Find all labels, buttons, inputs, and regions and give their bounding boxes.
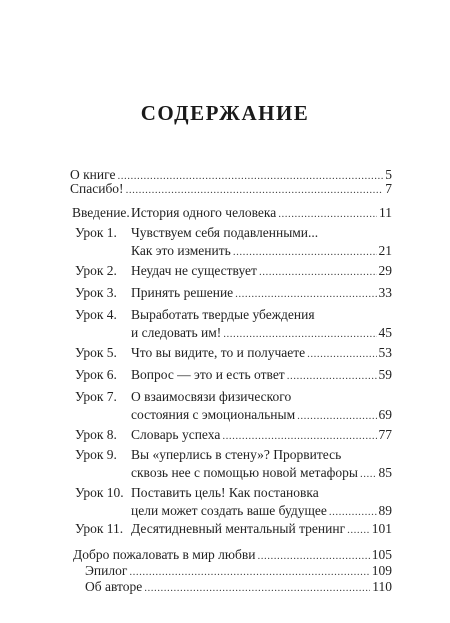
toc-entry[interactable] bbox=[131, 324, 392, 343]
dot-leader bbox=[259, 264, 377, 281]
lesson-label: Урок 3. bbox=[75, 285, 117, 300]
entry-title: Добро пожаловать в мир любви bbox=[73, 547, 256, 562]
page-number: 69 bbox=[378, 407, 392, 422]
page-number: 53 bbox=[378, 345, 392, 360]
page-number: 33 bbox=[378, 285, 392, 300]
dot-leader bbox=[278, 206, 377, 223]
entry-title: Что вы видите, то и получаете bbox=[131, 345, 306, 360]
dot-leader bbox=[329, 504, 377, 521]
page-number: 85 bbox=[378, 465, 392, 480]
page-title: СОДЕРЖАНИЕ bbox=[140, 101, 310, 125]
dot-leader bbox=[347, 522, 370, 539]
dot-leader bbox=[223, 326, 376, 343]
entry-title: Словарь успеха bbox=[131, 427, 221, 442]
page-number: 11 bbox=[379, 205, 392, 220]
page-number: 110 bbox=[372, 579, 392, 594]
page-number: 101 bbox=[371, 521, 392, 536]
toc-entry[interactable] bbox=[131, 426, 392, 445]
intro-label: Введение. bbox=[72, 205, 130, 220]
entry-title: О книге bbox=[70, 167, 116, 182]
entry-title: и следовать им! bbox=[131, 325, 222, 340]
entry-title: Спасибо! bbox=[70, 181, 124, 196]
toc-entry[interactable] bbox=[131, 406, 392, 425]
toc-entry[interactable] bbox=[131, 204, 392, 223]
toc-entry[interactable] bbox=[131, 464, 392, 483]
entry-title: Вопрос — это и есть ответ bbox=[131, 367, 285, 382]
lesson-title-line: Чувствуем себя подавленными... bbox=[131, 225, 319, 240]
lesson-label: Урок 10. bbox=[75, 485, 124, 500]
page-number: 105 bbox=[371, 547, 392, 562]
lesson-label: Урок 9. bbox=[75, 447, 117, 462]
toc-entry[interactable] bbox=[131, 262, 392, 281]
lesson-label: Урок 11. bbox=[75, 521, 124, 536]
page-number: 109 bbox=[371, 563, 392, 578]
entry-title: Об авторе bbox=[85, 579, 143, 594]
lesson-title-line: Вы «уперлись в стену»? Прорвитесь bbox=[131, 447, 342, 462]
entry-title: Как это изменить bbox=[131, 243, 231, 258]
dot-leader bbox=[126, 182, 384, 199]
entry-title: Неудач не существует bbox=[131, 263, 257, 278]
lesson-title-line: О взаимосвязи физического bbox=[131, 389, 292, 404]
lesson-title-line: Поставить цель! Как постановка bbox=[131, 485, 319, 500]
dot-leader bbox=[235, 286, 376, 303]
dot-leader bbox=[233, 244, 377, 261]
dot-leader bbox=[307, 346, 376, 363]
lesson-title-line: Выработать твердые убеждения bbox=[131, 307, 315, 322]
lesson-label: Урок 6. bbox=[75, 367, 117, 382]
entry-title: Принять решение bbox=[131, 285, 234, 300]
toc-entry[interactable] bbox=[131, 520, 392, 539]
entry-title: сквозь нее с помощью новой метафоры bbox=[131, 465, 358, 480]
dot-leader bbox=[287, 368, 377, 385]
toc-entry[interactable] bbox=[131, 502, 392, 521]
page-number: 77 bbox=[378, 427, 392, 442]
lesson-label: Урок 4. bbox=[75, 307, 117, 322]
lesson-label: Урок 8. bbox=[75, 427, 117, 442]
dot-leader bbox=[360, 466, 377, 483]
page-number: 7 bbox=[385, 181, 392, 196]
page-number: 21 bbox=[378, 243, 392, 258]
lesson-label: Урок 7. bbox=[75, 389, 117, 404]
toc-entry[interactable] bbox=[131, 344, 392, 363]
entry-title: Десятидневный ментальный тренинг bbox=[131, 521, 346, 536]
lesson-label: Урок 2. bbox=[75, 263, 117, 278]
entry-title: цели может создать ваше будущее bbox=[131, 503, 327, 518]
page-number: 89 bbox=[378, 503, 392, 518]
toc-entry[interactable] bbox=[70, 180, 392, 199]
entry-title: состояния с эмоциональным bbox=[131, 407, 296, 422]
dot-leader bbox=[222, 428, 376, 445]
toc-entry[interactable] bbox=[131, 284, 392, 303]
dot-leader bbox=[144, 580, 370, 597]
page-number: 45 bbox=[378, 325, 392, 340]
toc-entry[interactable] bbox=[131, 242, 392, 261]
toc-entry[interactable] bbox=[85, 578, 392, 597]
page-number: 5 bbox=[385, 167, 392, 182]
page-number: 59 bbox=[378, 367, 392, 382]
entry-title: История одного человека bbox=[131, 205, 277, 220]
toc-entry[interactable] bbox=[131, 366, 392, 385]
entry-title: Эпилог bbox=[85, 563, 128, 578]
dot-leader bbox=[297, 408, 376, 425]
lesson-label: Урок 5. bbox=[75, 345, 117, 360]
lesson-label: Урок 1. bbox=[75, 225, 117, 240]
page-number: 29 bbox=[378, 263, 392, 278]
